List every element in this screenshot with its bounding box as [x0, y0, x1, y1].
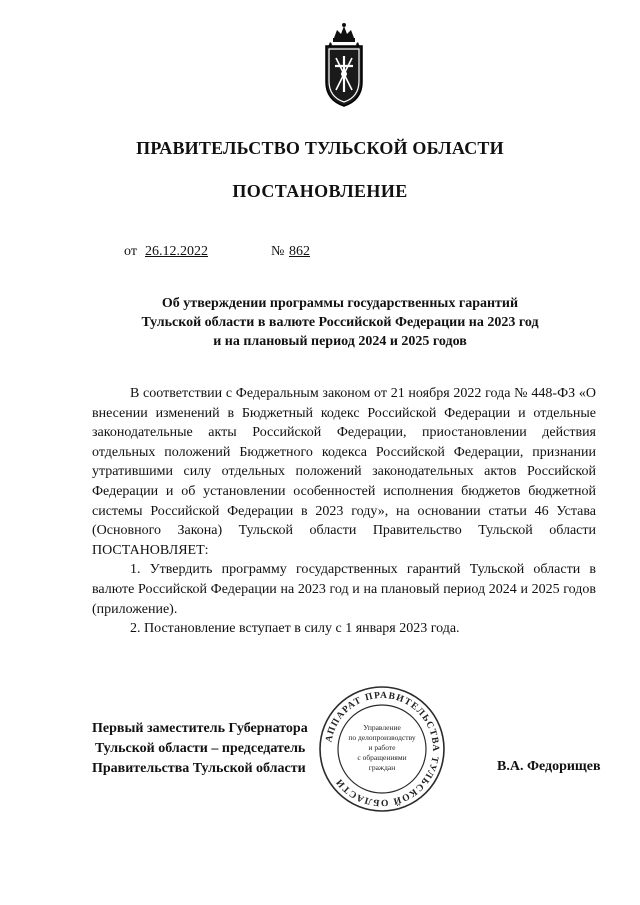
document-body	[92, 384, 596, 639]
subject-line-3: и на плановый период 2024 и 2025 годов	[213, 334, 467, 349]
subject-line-1: Об утверждении программы государственных гарантий	[161, 296, 519, 311]
signatory-position	[92, 719, 308, 779]
number-prefix: №	[271, 244, 285, 259]
stamp-line-1: Управление	[363, 723, 401, 732]
document-type: ПОСТАНОВЛЕНИЕ	[232, 181, 408, 201]
item-1-paragraph: 1. Утвердить программу государственных гарантий Тульской области в валюте Российской Федерации на 2023 год и на плановый период 2024 и 2025 годов (приложение).	[92, 562, 596, 617]
stamp-line-5: граждан	[368, 763, 396, 772]
official-stamp	[317, 684, 447, 814]
position-line-3: Правительства Тульской области	[92, 761, 306, 776]
subject-line-2: Тульской области в валюте Российской Федерации на 2023 год	[141, 315, 539, 330]
stamp-line-2: по делопроизводству	[348, 733, 416, 742]
stamp-ring-text: АППАРАТ ПРАВИТЕЛЬСТВА ТУЛЬСКОЙ ОБЛАСТИ	[324, 690, 441, 808]
date-prefix: от	[124, 244, 137, 259]
preamble-paragraph: В соответствии с Федеральным законом от 21 ноября 2022 года № 448-ФЗ «О внесении изменений в Бюджетный кодекс Российской Федерации и отдельные законодательные акты Российской Федерации, приостановлении действия отдельных положений Бюджетного кодекса Российской Федерации, признании утратившими силу отдельных положений законодательных актов Российской Федерации и об установлении особенностей исполнения бюджетов бюджетной системы Российской Федерации в 2023 году», на основании статьи 46 Устава (Основного Закона) Тульской области Правительство Тульской области ПОСТАНОВЛЯЕТ:	[92, 386, 596, 558]
document-number: 862	[289, 244, 310, 259]
position-line-2: Тульской области – председатель	[95, 741, 306, 756]
document-subject	[100, 294, 580, 351]
position-line-1: Первый заместитель Губернатора	[92, 721, 308, 736]
coat-of-arms-icon	[318, 22, 370, 108]
stamp-line-3: и работе	[368, 743, 396, 752]
signatory-name: В.А. Федорищев	[497, 759, 601, 774]
organization-title: ПРАВИТЕЛЬСТВО ТУЛЬСКОЙ ОБЛАСТИ	[136, 138, 504, 158]
item-2-paragraph: 2. Постановление вступает в силу с 1 января 2023 года.	[130, 621, 460, 637]
document-date: 26.12.2022	[145, 244, 208, 259]
stamp-line-4: с обращениями	[357, 753, 407, 762]
